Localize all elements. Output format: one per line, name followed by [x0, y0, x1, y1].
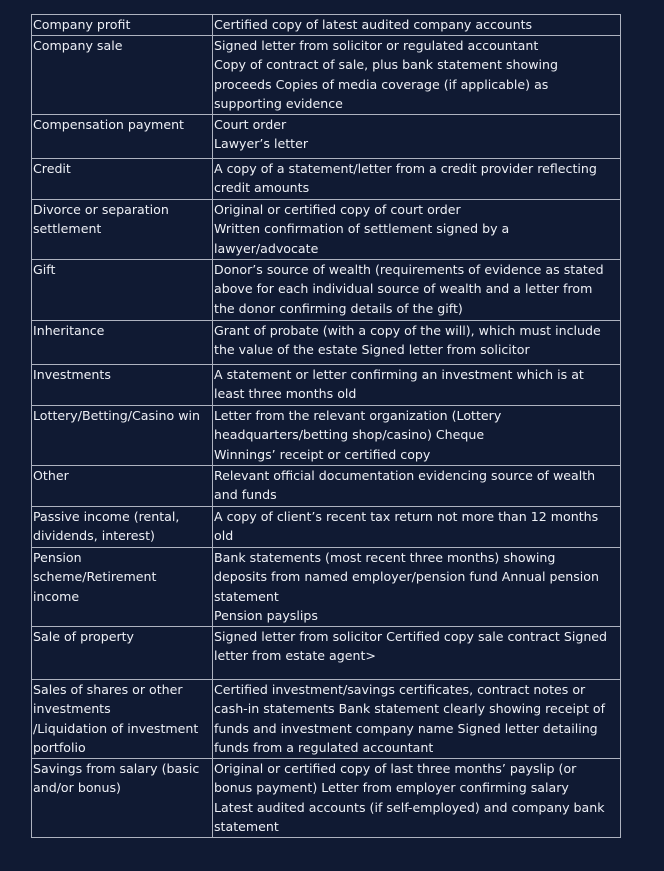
evidence-text: A copy of client’s recent tax return not more than 12 months: [214, 509, 599, 524]
evidence-text: Original or certified copy of court order: [214, 202, 461, 217]
table-row: [32, 321, 621, 365]
evidence-text: and funds: [214, 487, 277, 503]
category-cell: [32, 627, 213, 680]
category-text: Divorce or separation: [33, 202, 169, 217]
evidence-text: Signed letter from solicitor or regulated accountant: [214, 38, 539, 53]
evidence-cell: [213, 759, 621, 838]
category-cell: [32, 406, 213, 466]
table-row: [32, 36, 621, 115]
evidence-text: headquarters/betting shop/casino) Cheque: [214, 427, 485, 443]
evidence-text: Court order: [214, 117, 287, 132]
table-row: [32, 507, 621, 548]
category-text: Lottery/Betting/Casino win: [33, 408, 201, 423]
table-row: [32, 466, 621, 507]
evidence-text: the donor confirming details of the gift): [214, 300, 463, 316]
category-text: Sale of property: [33, 629, 135, 644]
evidence-text: statement: [214, 819, 279, 835]
evidence-text: Original or certified copy of last three months’ payslip (or: [214, 761, 577, 776]
category-text: dividends, interest): [33, 528, 155, 544]
evidence-cell: [213, 36, 621, 115]
table-row: [32, 548, 621, 627]
category-text: portfolio: [33, 740, 86, 756]
evidence-text: funds from a regulated accountant: [214, 740, 434, 756]
category-text: settlement: [33, 221, 102, 237]
table-row: [32, 627, 621, 680]
category-text: Company sale: [33, 38, 123, 53]
evidence-cell: [213, 365, 621, 406]
category-text: Credit: [33, 161, 71, 176]
evidence-cell: [213, 406, 621, 466]
evidence-text: statement: [214, 588, 279, 604]
table-row: [32, 200, 621, 260]
evidence-text: supporting evidence: [214, 96, 343, 112]
category-text: investments: [33, 701, 111, 717]
table-row: [32, 406, 621, 466]
evidence-text: proceeds Copies of media coverage (if applicable) as: [214, 76, 549, 92]
category-cell: [32, 466, 213, 507]
table-row: [32, 159, 621, 200]
table-row: [32, 15, 621, 36]
evidence-text: A copy of a statement/letter from a credit provider reflecting: [214, 161, 597, 176]
evidence-text: Written confirmation of settlement signed by a: [214, 221, 510, 237]
evidence-text: Winnings’ receipt or certified copy: [214, 446, 431, 462]
evidence-text: bonus payment) Letter from employer confirming salary: [214, 780, 569, 796]
category-text: income: [33, 588, 80, 604]
table-row: [32, 115, 621, 159]
category-cell: [32, 115, 213, 159]
evidence-cell: [213, 15, 621, 36]
evidence-text: the value of the estate Signed letter from solicitor: [214, 342, 530, 358]
evidence-cell: [213, 200, 621, 260]
category-text: Sales of shares or other: [33, 682, 183, 697]
evidence-cell: [213, 260, 621, 321]
category-cell: [32, 548, 213, 627]
evidence-text: Certified investment/savings certificates, contract notes or: [214, 682, 586, 697]
category-text: Investments: [33, 367, 111, 382]
evidence-text: funds and investment company name Signed letter detailing: [214, 720, 598, 736]
evidence-text: credit amounts: [214, 180, 310, 196]
evidence-text: Grant of probate (with a copy of the will), which must include: [214, 323, 601, 338]
category-cell: [32, 365, 213, 406]
source-of-wealth-table: [31, 14, 621, 838]
category-cell: [32, 200, 213, 260]
document: [31, 14, 621, 838]
evidence-text: Signed letter from solicitor Certified copy sale contract Signed: [214, 629, 608, 644]
category-text: Gift: [33, 262, 56, 277]
evidence-cell: [213, 627, 621, 680]
table-row: [32, 759, 621, 838]
evidence-text: old: [214, 528, 234, 544]
evidence-text: deposits from named employer/pension fund Annual pension: [214, 569, 599, 585]
category-cell: [32, 15, 213, 36]
evidence-cell: [213, 159, 621, 200]
category-text: /Liquidation of investment: [33, 720, 199, 736]
evidence-text: Latest audited accounts (if self-employed) and company bank: [214, 799, 605, 815]
evidence-text: least three months old: [214, 386, 357, 402]
category-cell: [32, 321, 213, 365]
evidence-cell: [213, 466, 621, 507]
category-text: scheme/Retirement: [33, 569, 157, 585]
category-text: Passive income (rental,: [33, 509, 180, 524]
evidence-text: Donor’s source of wealth (requirements of evidence as stated: [214, 262, 604, 277]
evidence-text: Lawyer’s letter: [214, 136, 309, 152]
category-cell: [32, 680, 213, 759]
evidence-text: Relevant official documentation evidencing source of wealth: [214, 468, 596, 483]
evidence-cell: [213, 507, 621, 548]
category-text: Savings from salary (basic: [33, 761, 200, 776]
evidence-text: Copy of contract of sale, plus bank statement showing: [214, 57, 558, 73]
evidence-cell: [213, 548, 621, 627]
category-cell: [32, 507, 213, 548]
evidence-text: Bank statements (most recent three months) showing: [214, 550, 556, 565]
category-cell: [32, 759, 213, 838]
table-body: [32, 15, 621, 838]
evidence-text: cash-in statements Bank statement clearly showing receipt of: [214, 701, 606, 717]
category-text: Company profit: [33, 17, 131, 32]
category-text: Pension: [33, 550, 82, 565]
table-row: [32, 260, 621, 321]
evidence-cell: [213, 115, 621, 159]
category-cell: [32, 36, 213, 115]
evidence-text: Certified copy of latest audited company accounts: [214, 17, 533, 32]
category-cell: [32, 159, 213, 200]
evidence-text: A statement or letter confirming an investment which is at: [214, 367, 584, 382]
evidence-text: Pension payslips: [214, 608, 318, 624]
evidence-text: Letter from the relevant organization (Lottery: [214, 408, 502, 423]
evidence-text: letter from estate agent>: [214, 648, 376, 664]
category-text: Inheritance: [33, 323, 105, 338]
table-row: [32, 680, 621, 759]
category-text: and/or bonus): [33, 780, 121, 796]
evidence-cell: [213, 321, 621, 365]
evidence-cell: [213, 680, 621, 759]
category-cell: [32, 260, 213, 321]
evidence-text: lawyer/advocate: [214, 240, 319, 256]
evidence-text: above for each individual source of wealth and a letter from: [214, 281, 593, 297]
category-text: Compensation payment: [33, 117, 184, 132]
table-row: [32, 365, 621, 406]
category-text: Other: [33, 468, 69, 483]
